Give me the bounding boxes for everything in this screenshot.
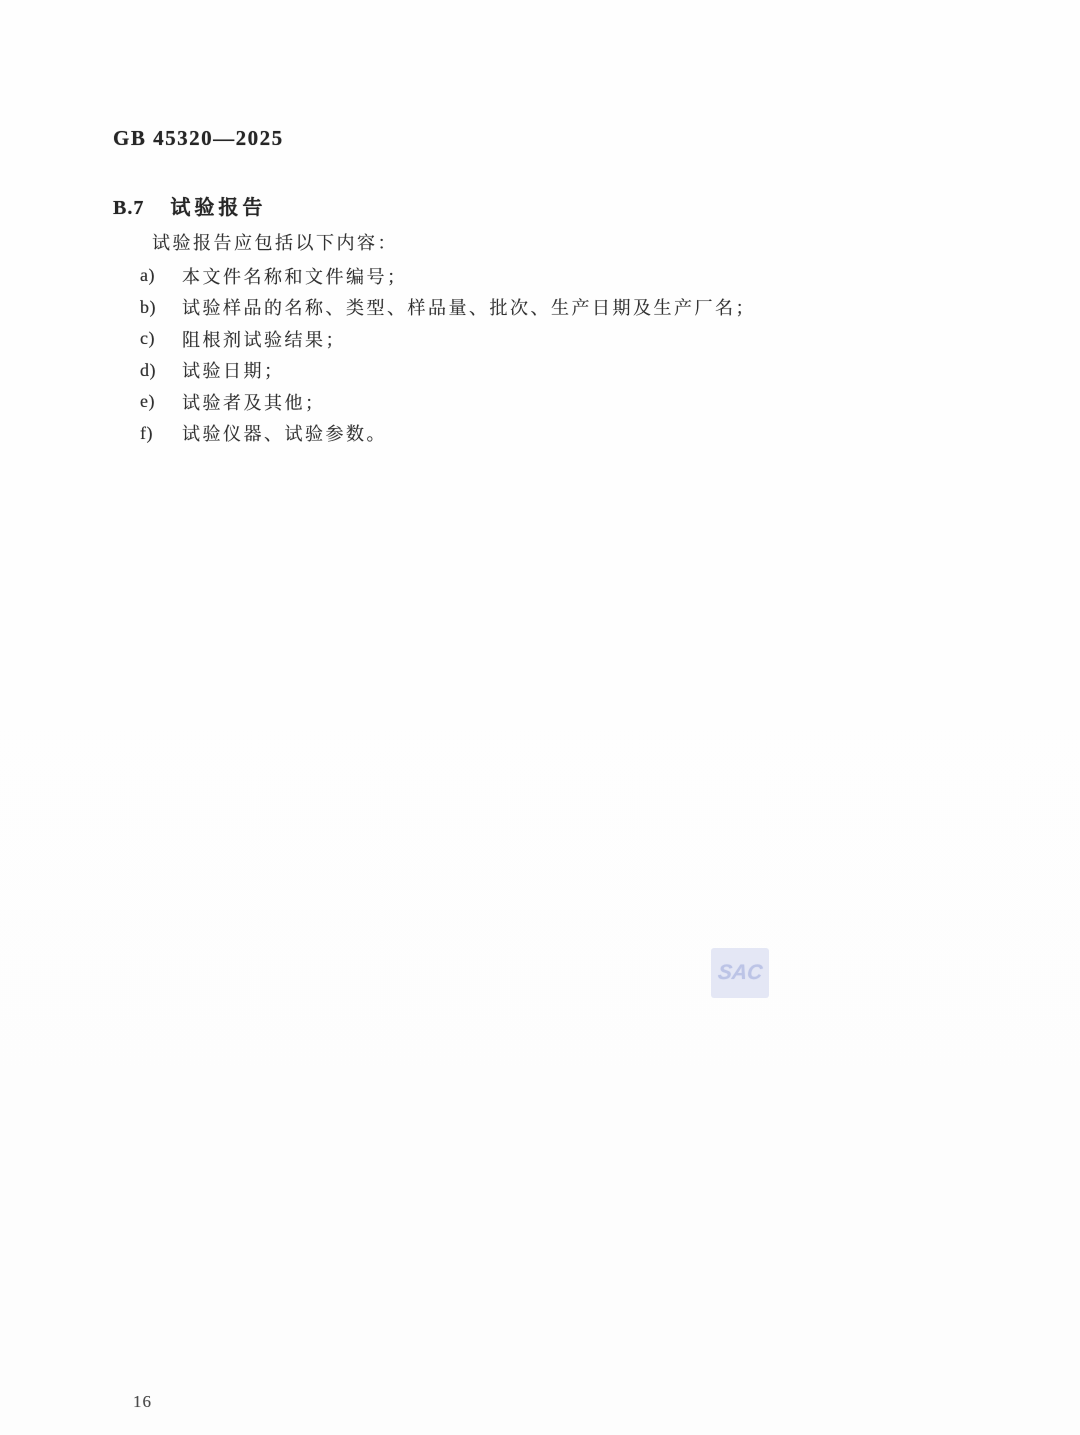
report-content-list bbox=[140, 260, 756, 449]
list-item-text: 试验样品的名称、类型、样品量、批次、生产日期及生产厂名； bbox=[182, 298, 756, 319]
list-item-text: 试验者及其他； bbox=[182, 392, 326, 413]
list-item-text: 试验日期； bbox=[182, 361, 285, 382]
list-item-text: 阻根剂试验结果； bbox=[182, 329, 346, 350]
sac-watermark-text: SAC bbox=[716, 961, 764, 984]
list-item-label: d) bbox=[140, 359, 156, 380]
section-number: B.7 bbox=[113, 197, 145, 219]
list-item-text: 试验仪器、试验参数。 bbox=[182, 424, 387, 445]
list-item-text: 本文件名称和文件编号； bbox=[182, 266, 408, 287]
list-item-label: a) bbox=[140, 265, 155, 286]
standard-code-header: GB 45320—2025 bbox=[113, 126, 284, 150]
section-title: 试验报告 bbox=[170, 197, 267, 219]
list-item bbox=[140, 260, 756, 292]
list-item bbox=[140, 418, 756, 450]
list-item-label: c) bbox=[140, 328, 155, 349]
list-item bbox=[140, 355, 756, 387]
list-item bbox=[140, 292, 756, 324]
list-item-label: e) bbox=[140, 391, 155, 412]
list-item-label: f) bbox=[140, 422, 153, 443]
section-heading bbox=[113, 191, 266, 220]
list-item-label: b) bbox=[140, 296, 156, 317]
list-item bbox=[140, 386, 756, 418]
intro-paragraph: 试验报告应包括以下内容： bbox=[152, 233, 398, 253]
page-number: 16 bbox=[133, 1392, 152, 1411]
sac-watermark-logo bbox=[711, 948, 769, 998]
list-item bbox=[140, 323, 756, 355]
